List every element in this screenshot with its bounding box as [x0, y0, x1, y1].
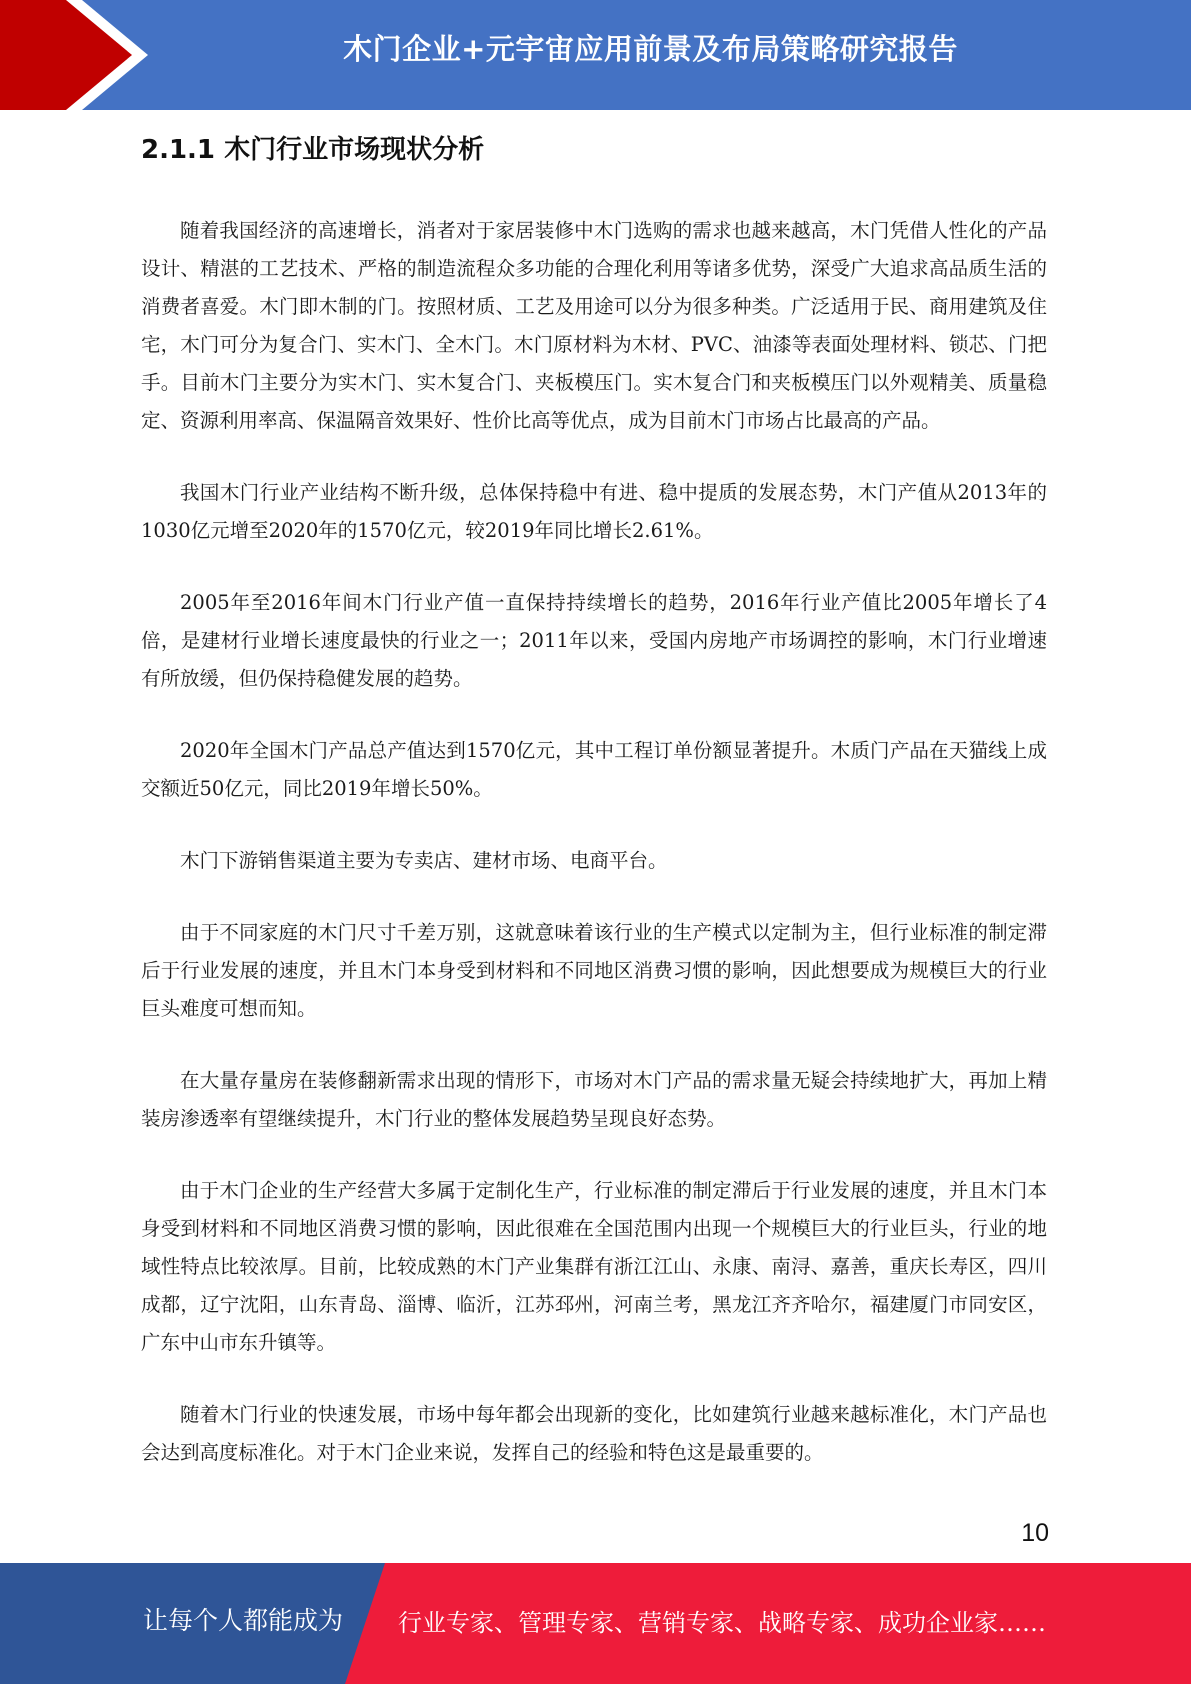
header-banner — [0, 0, 1191, 110]
section-heading: 2.1.1 木门行业市场现状分析 — [141, 135, 485, 165]
report-title: 木门企业+元宇宙应用前景及布局策略研究报告 — [343, 32, 958, 66]
paragraph: 2020年全国木门产品总产值达到1570亿元，其中工程订单份额显著提升。木质门产品在天猫线上成交额近50亿元，同比2019年增长50%。 — [141, 739, 1047, 800]
paragraph: 2005年至2016年间木门行业产值一直保持持续增长的趋势，2016年行业产值比2005年增长了4倍，是建材行业增长速度最快的行业之一；2011年以来，受国内房地产市场调控的影响，木门行业增速有所放缓，但仍保持稳健发展的趋势。 — [141, 591, 1047, 690]
paragraph: 随着我国经济的高速增长，消者对于家居装修中木门选购的需求也越来越高，木门凭借人性化的产品设计、精湛的工艺技术、严格的制造流程众多功能的合理化利用等诸多优势，深受广大追求高品质生活的消费者喜爱。木门即木制的门。按照材质、工艺及用途可以分为很多种类。广泛适用于民、商用建筑及住宅，木门可分为复合门、实木门、全木门。木门原材料为木材、PVC、油漆等表面处理材料、锁芯、门把手。目前木门主要分为实木门、实木复合门、夹板模压门。实木复合门和夹板模压门以外观精美、质量稳定、资源利用率高、保温隔音效果好、性价比高等优点，成为目前木门市场占比最高的产品。 — [141, 219, 1047, 432]
footer-slogan-left: 让每个人都能成为 — [143, 1606, 344, 1635]
paragraph: 木门下游销售渠道主要为专卖店、建材市场、电商平台。 — [180, 849, 668, 872]
paragraph: 由于木门企业的生产经营大多属于定制化生产，行业标准的制定滞后于行业发展的速度，并且木门本身受到材料和不同地区消费习惯的影响，因此很难在全国范围内出现一个规模巨大的行业巨头，行业的地域性特点比较浓厚。目前，比较成熟的木门产业集群有浙江江山、永康、南浔、嘉善，重庆长寿区，四川成都，辽宁沈阳，山东青岛、淄博、临沂，江苏邳州，河南兰考，黑龙江齐齐哈尔，福建厦门市同安区，广东中山市东升镇等。 — [141, 1179, 1047, 1354]
footer-banner — [0, 1563, 1191, 1684]
paragraph: 在大量存量房在装修翻新需求出现的情形下，市场对木门产品的需求量无疑会持续地扩大，再加上精装房渗透率有望继续提升，木门行业的整体发展趋势呈现良好态势。 — [141, 1069, 1047, 1130]
paragraph: 由于不同家庭的木门尺寸千差万别，这就意味着该行业的生产模式以定制为主，但行业标准的制定滞后于行业发展的速度，并且木门本身受到材料和不同地区消费习惯的影响，因此想要成为规模巨大的行业巨头难度可想而知。 — [141, 921, 1047, 1020]
paragraph: 我国木门行业产业结构不断升级，总体保持稳中有进、稳中提质的发展态势，木门产值从2013年的1030亿元增至2020年的1570亿元，较2019年同比增长2.61%。 — [141, 481, 1047, 542]
paragraph: 随着木门行业的快速发展，市场中每年都会出现新的变化，比如建筑行业越来越标准化，木门产品也会达到高度标准化。对于木门企业来说，发挥自己的经验和特色这是最重要的。 — [141, 1403, 1047, 1464]
page-number: 10 — [1021, 1519, 1049, 1547]
footer-slogan-right: 行业专家、管理专家、营销专家、战略专家、成功企业家…… — [398, 1609, 1046, 1637]
body-content — [141, 212, 1047, 1506]
